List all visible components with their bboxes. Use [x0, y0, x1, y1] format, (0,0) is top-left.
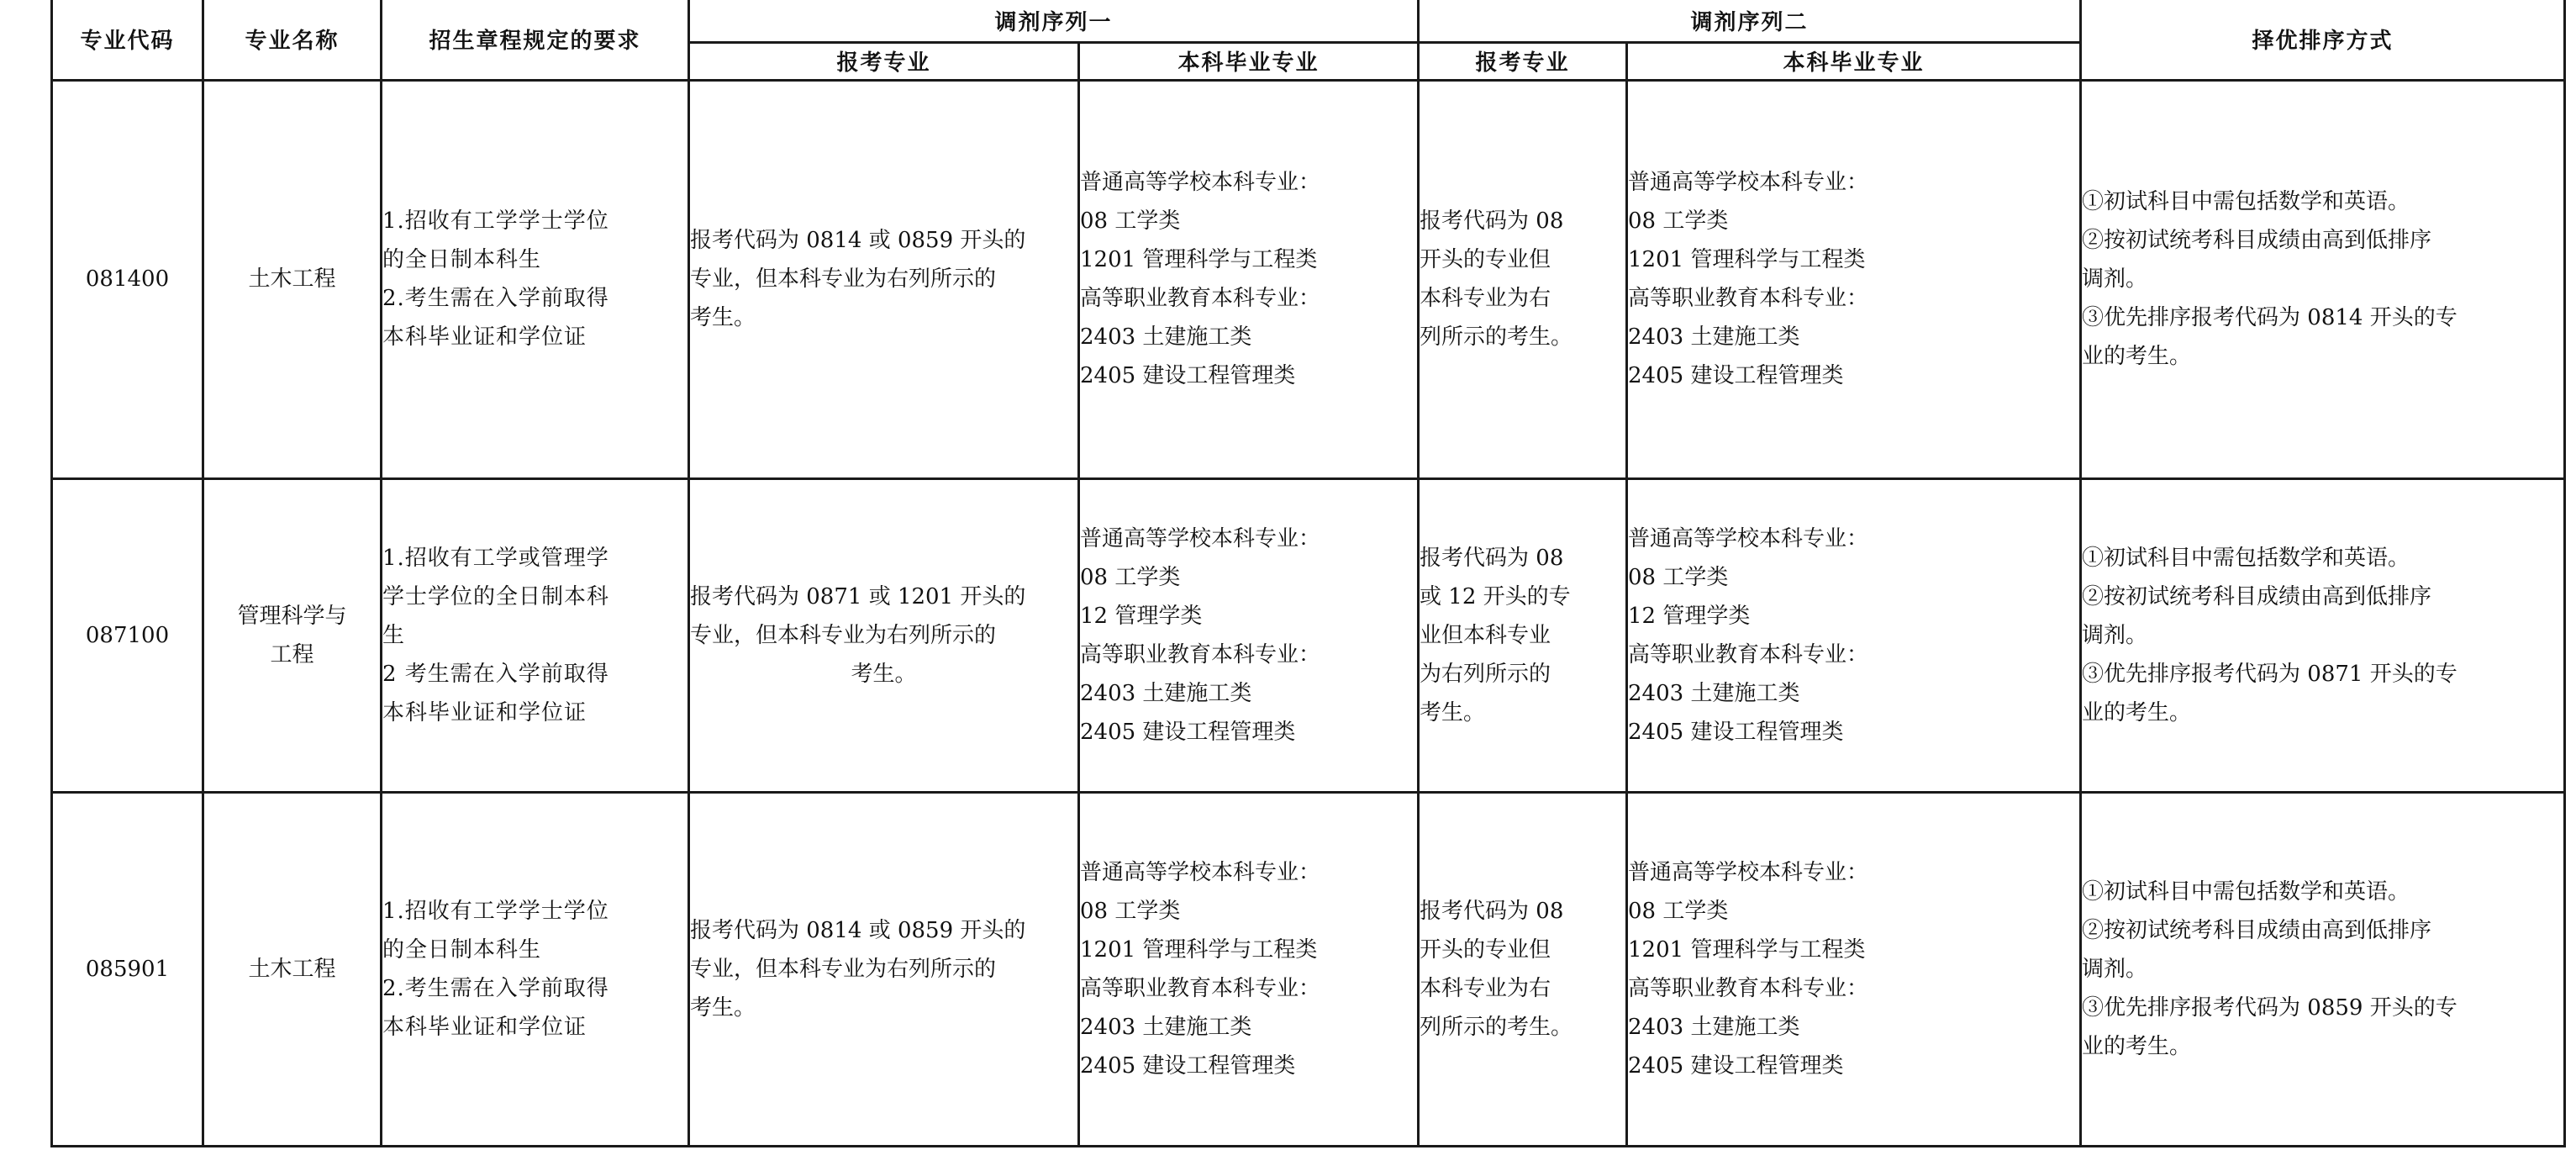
seq2-grad-line: 普通高等学校本科专业： [1628, 170, 1869, 196]
document-page [50, 0, 2563, 1150]
ranking-line: ①初试科目中需包括数学和英语。 [2082, 545, 2410, 571]
ranking-line: 调剂。 [2082, 622, 2148, 648]
ranking-line: ①初试科目中需包括数学和英语。 [2082, 189, 2410, 215]
seq2-grad-line: 高等职业教育本科专业： [1628, 975, 1869, 1001]
seq2-apply-line: 本科专业为右 [1420, 975, 1551, 1001]
seq1-apply-line: 报考代码为 0814 或 0859 开头的 [690, 228, 1026, 254]
seq1-grad-line: 2405 建设工程管理类 [1080, 1052, 1296, 1079]
adjustment-table [50, 0, 2566, 1147]
seq1-apply-line: 报考代码为 0871 或 1201 开头的 [690, 583, 1026, 609]
major-name-line: 工程 [270, 641, 314, 667]
seq2-apply-line: 报考代码为 08 [1420, 208, 1564, 235]
seq2-grad-line: 12 管理学类 [1628, 603, 1751, 629]
table-row [52, 478, 2565, 792]
seq1-grad-cell [1079, 80, 1419, 478]
ranking-line: 业的考生。 [2082, 1033, 2192, 1059]
seq2-grad-cell [1627, 478, 2081, 792]
requirements-line: 2.考生需在入学前取得 [382, 975, 609, 1001]
seq1-grad-line: 1201 管理科学与工程类 [1080, 247, 1318, 273]
seq1-apply-cell [689, 80, 1079, 478]
seq1-apply-line: 专业，但本科专业为右列所示的 [690, 266, 997, 293]
ranking-line: 调剂。 [2082, 956, 2148, 982]
seq1-apply-line: 报考代码为 0814 或 0859 开头的 [690, 917, 1026, 943]
seq1-apply-line: 考生。 [690, 305, 756, 331]
seq1-grad-line: 08 工学类 [1080, 208, 1181, 235]
seq2-apply-line: 报考代码为 08 [1420, 545, 1564, 571]
seq2-grad-line: 高等职业教育本科专业： [1628, 641, 1869, 667]
header-seq2-apply: 报考专业 [1419, 42, 1627, 80]
table-row [52, 792, 2565, 1146]
seq1-grad-line: 08 工学类 [1080, 898, 1181, 924]
seq2-grad-line: 普通高等学校本科专业： [1628, 525, 1869, 551]
seq1-grad-line: 高等职业教育本科专业： [1080, 975, 1321, 1001]
header-requirements: 招生章程规定的要求 [382, 0, 689, 80]
seq1-apply-line: 考生。 [851, 661, 917, 687]
seq1-grad-line: 1201 管理科学与工程类 [1080, 936, 1318, 963]
seq1-grad-line: 2403 土建施工类 [1080, 324, 1252, 351]
seq2-apply-line: 或 12 开头的专 [1420, 583, 1571, 609]
seq2-apply-line: 为右列所示的 [1420, 661, 1551, 687]
seq2-grad-line: 2405 建设工程管理类 [1628, 719, 1844, 745]
requirements-line: 1.招收有工学或管理学 [382, 545, 609, 571]
seq2-grad-line: 高等职业教育本科专业： [1628, 286, 1869, 312]
ranking-line: 调剂。 [2082, 266, 2148, 293]
major-name-line: 土木工程 [248, 956, 336, 982]
header-row-1 [52, 0, 2565, 42]
ranking-line: ③优先排序报考代码为 0859 开头的专 [2082, 994, 2457, 1021]
ranking-line: ①初试科目中需包括数学和英语。 [2082, 878, 2410, 905]
requirements-line: 本科毕业证和学位证 [382, 324, 587, 351]
seq1-apply-cell [689, 478, 1079, 792]
ranking-cell [2081, 792, 2565, 1146]
seq2-apply-cell [1419, 478, 1627, 792]
seq1-grad-line: 08 工学类 [1080, 564, 1181, 590]
major-name-line: 管理科学与 [237, 603, 347, 629]
header-name: 专业名称 [203, 0, 382, 80]
seq2-grad-line: 普通高等学校本科专业： [1628, 859, 1869, 885]
seq2-grad-line: 2403 土建施工类 [1628, 680, 1800, 706]
seq2-grad-line: 2403 土建施工类 [1628, 324, 1800, 351]
seq2-apply-line: 列所示的考生。 [1420, 324, 1573, 351]
requirements-line: 2.考生需在入学前取得 [382, 286, 609, 312]
seq1-apply-line: 专业，但本科专业为右列所示的 [690, 622, 997, 648]
major-name [203, 792, 382, 1146]
seq2-grad-line: 2405 建设工程管理类 [1628, 363, 1844, 389]
seq2-grad-line: 1201 管理科学与工程类 [1628, 247, 1866, 273]
seq2-apply-cell [1419, 792, 1627, 1146]
seq1-grad-line: 高等职业教育本科专业： [1080, 286, 1321, 312]
seq1-grad-line: 普通高等学校本科专业： [1080, 859, 1321, 885]
seq1-grad-cell [1079, 792, 1419, 1146]
ranking-cell [2081, 478, 2565, 792]
ranking-line: ②按初试统考科目成绩由高到低排序 [2082, 583, 2432, 609]
seq2-apply-line: 开头的专业但 [1420, 247, 1551, 273]
seq2-apply-line: 本科专业为右 [1420, 286, 1551, 312]
header-seq1-grad: 本科毕业专业 [1079, 42, 1419, 80]
requirements-line: 2 考生需在入学前取得 [382, 661, 609, 687]
seq2-apply-cell [1419, 80, 1627, 478]
seq1-grad-line: 高等职业教育本科专业： [1080, 641, 1321, 667]
requirements-line: 的全日制本科生 [382, 247, 542, 273]
requirements-cell [382, 478, 689, 792]
seq2-grad-cell [1627, 80, 2081, 478]
requirements-line: 本科毕业证和学位证 [382, 699, 587, 725]
ranking-line: 业的考生。 [2082, 699, 2192, 725]
major-code: 081400 [52, 80, 203, 478]
seq2-grad-cell [1627, 792, 2081, 1146]
requirements-line: 1.招收有工学学士学位 [382, 898, 609, 924]
seq2-apply-line: 业但本科专业 [1420, 622, 1551, 648]
ranking-line: ③优先排序报考代码为 0814 开头的专 [2082, 305, 2457, 331]
requirements-cell [382, 792, 689, 1146]
header-ranking: 择优排序方式 [2081, 0, 2565, 80]
major-code: 085901 [52, 792, 203, 1146]
seq2-grad-line: 1201 管理科学与工程类 [1628, 936, 1866, 963]
seq2-grad-line: 2403 土建施工类 [1628, 1014, 1800, 1040]
seq1-grad-line: 普通高等学校本科专业： [1080, 170, 1321, 196]
requirements-line: 学士学位的全日制本科 [382, 583, 610, 609]
seq1-grad-cell [1079, 478, 1419, 792]
major-name-line: 土木工程 [248, 266, 336, 293]
seq1-grad-line: 2405 建设工程管理类 [1080, 719, 1296, 745]
seq1-grad-line: 普通高等学校本科专业： [1080, 525, 1321, 551]
seq2-grad-line: 2405 建设工程管理类 [1628, 1052, 1844, 1079]
seq2-grad-line: 08 工学类 [1628, 208, 1729, 235]
requirements-cell [382, 80, 689, 478]
seq2-grad-line: 08 工学类 [1628, 564, 1729, 590]
requirements-line: 生 [382, 622, 406, 648]
seq1-grad-line: 12 管理学类 [1080, 603, 1203, 629]
seq1-apply-line: 考生。 [690, 994, 756, 1021]
requirements-line: 1.招收有工学学士学位 [382, 208, 609, 235]
requirements-line: 本科毕业证和学位证 [382, 1014, 587, 1040]
ranking-line: ②按初试统考科目成绩由高到低排序 [2082, 917, 2432, 943]
header-code: 专业代码 [52, 0, 203, 80]
ranking-cell [2081, 80, 2565, 478]
header-seq1-apply: 报考专业 [689, 42, 1079, 80]
seq1-apply-cell [689, 792, 1079, 1146]
header-seq1: 调剂序列一 [689, 0, 1419, 42]
ranking-line: ③优先排序报考代码为 0871 开头的专 [2082, 661, 2457, 687]
header-seq2: 调剂序列二 [1419, 0, 2081, 42]
ranking-line: 业的考生。 [2082, 344, 2192, 370]
table-row [52, 80, 2565, 478]
header-seq2-grad: 本科毕业专业 [1627, 42, 2081, 80]
seq1-grad-line: 2403 土建施工类 [1080, 680, 1252, 706]
seq1-grad-line: 2405 建设工程管理类 [1080, 363, 1296, 389]
seq1-apply-line: 专业，但本科专业为右列所示的 [690, 956, 997, 982]
requirements-line: 的全日制本科生 [382, 936, 542, 963]
seq1-grad-line: 2403 土建施工类 [1080, 1014, 1252, 1040]
major-name [203, 80, 382, 478]
ranking-line: ②按初试统考科目成绩由高到低排序 [2082, 228, 2432, 254]
seq2-grad-line: 08 工学类 [1628, 898, 1729, 924]
seq2-apply-line: 开头的专业但 [1420, 936, 1551, 963]
major-code: 087100 [52, 478, 203, 792]
seq2-apply-line: 考生。 [1420, 699, 1486, 725]
major-name [203, 478, 382, 792]
seq2-apply-line: 报考代码为 08 [1420, 898, 1564, 924]
seq2-apply-line: 列所示的考生。 [1420, 1014, 1573, 1040]
